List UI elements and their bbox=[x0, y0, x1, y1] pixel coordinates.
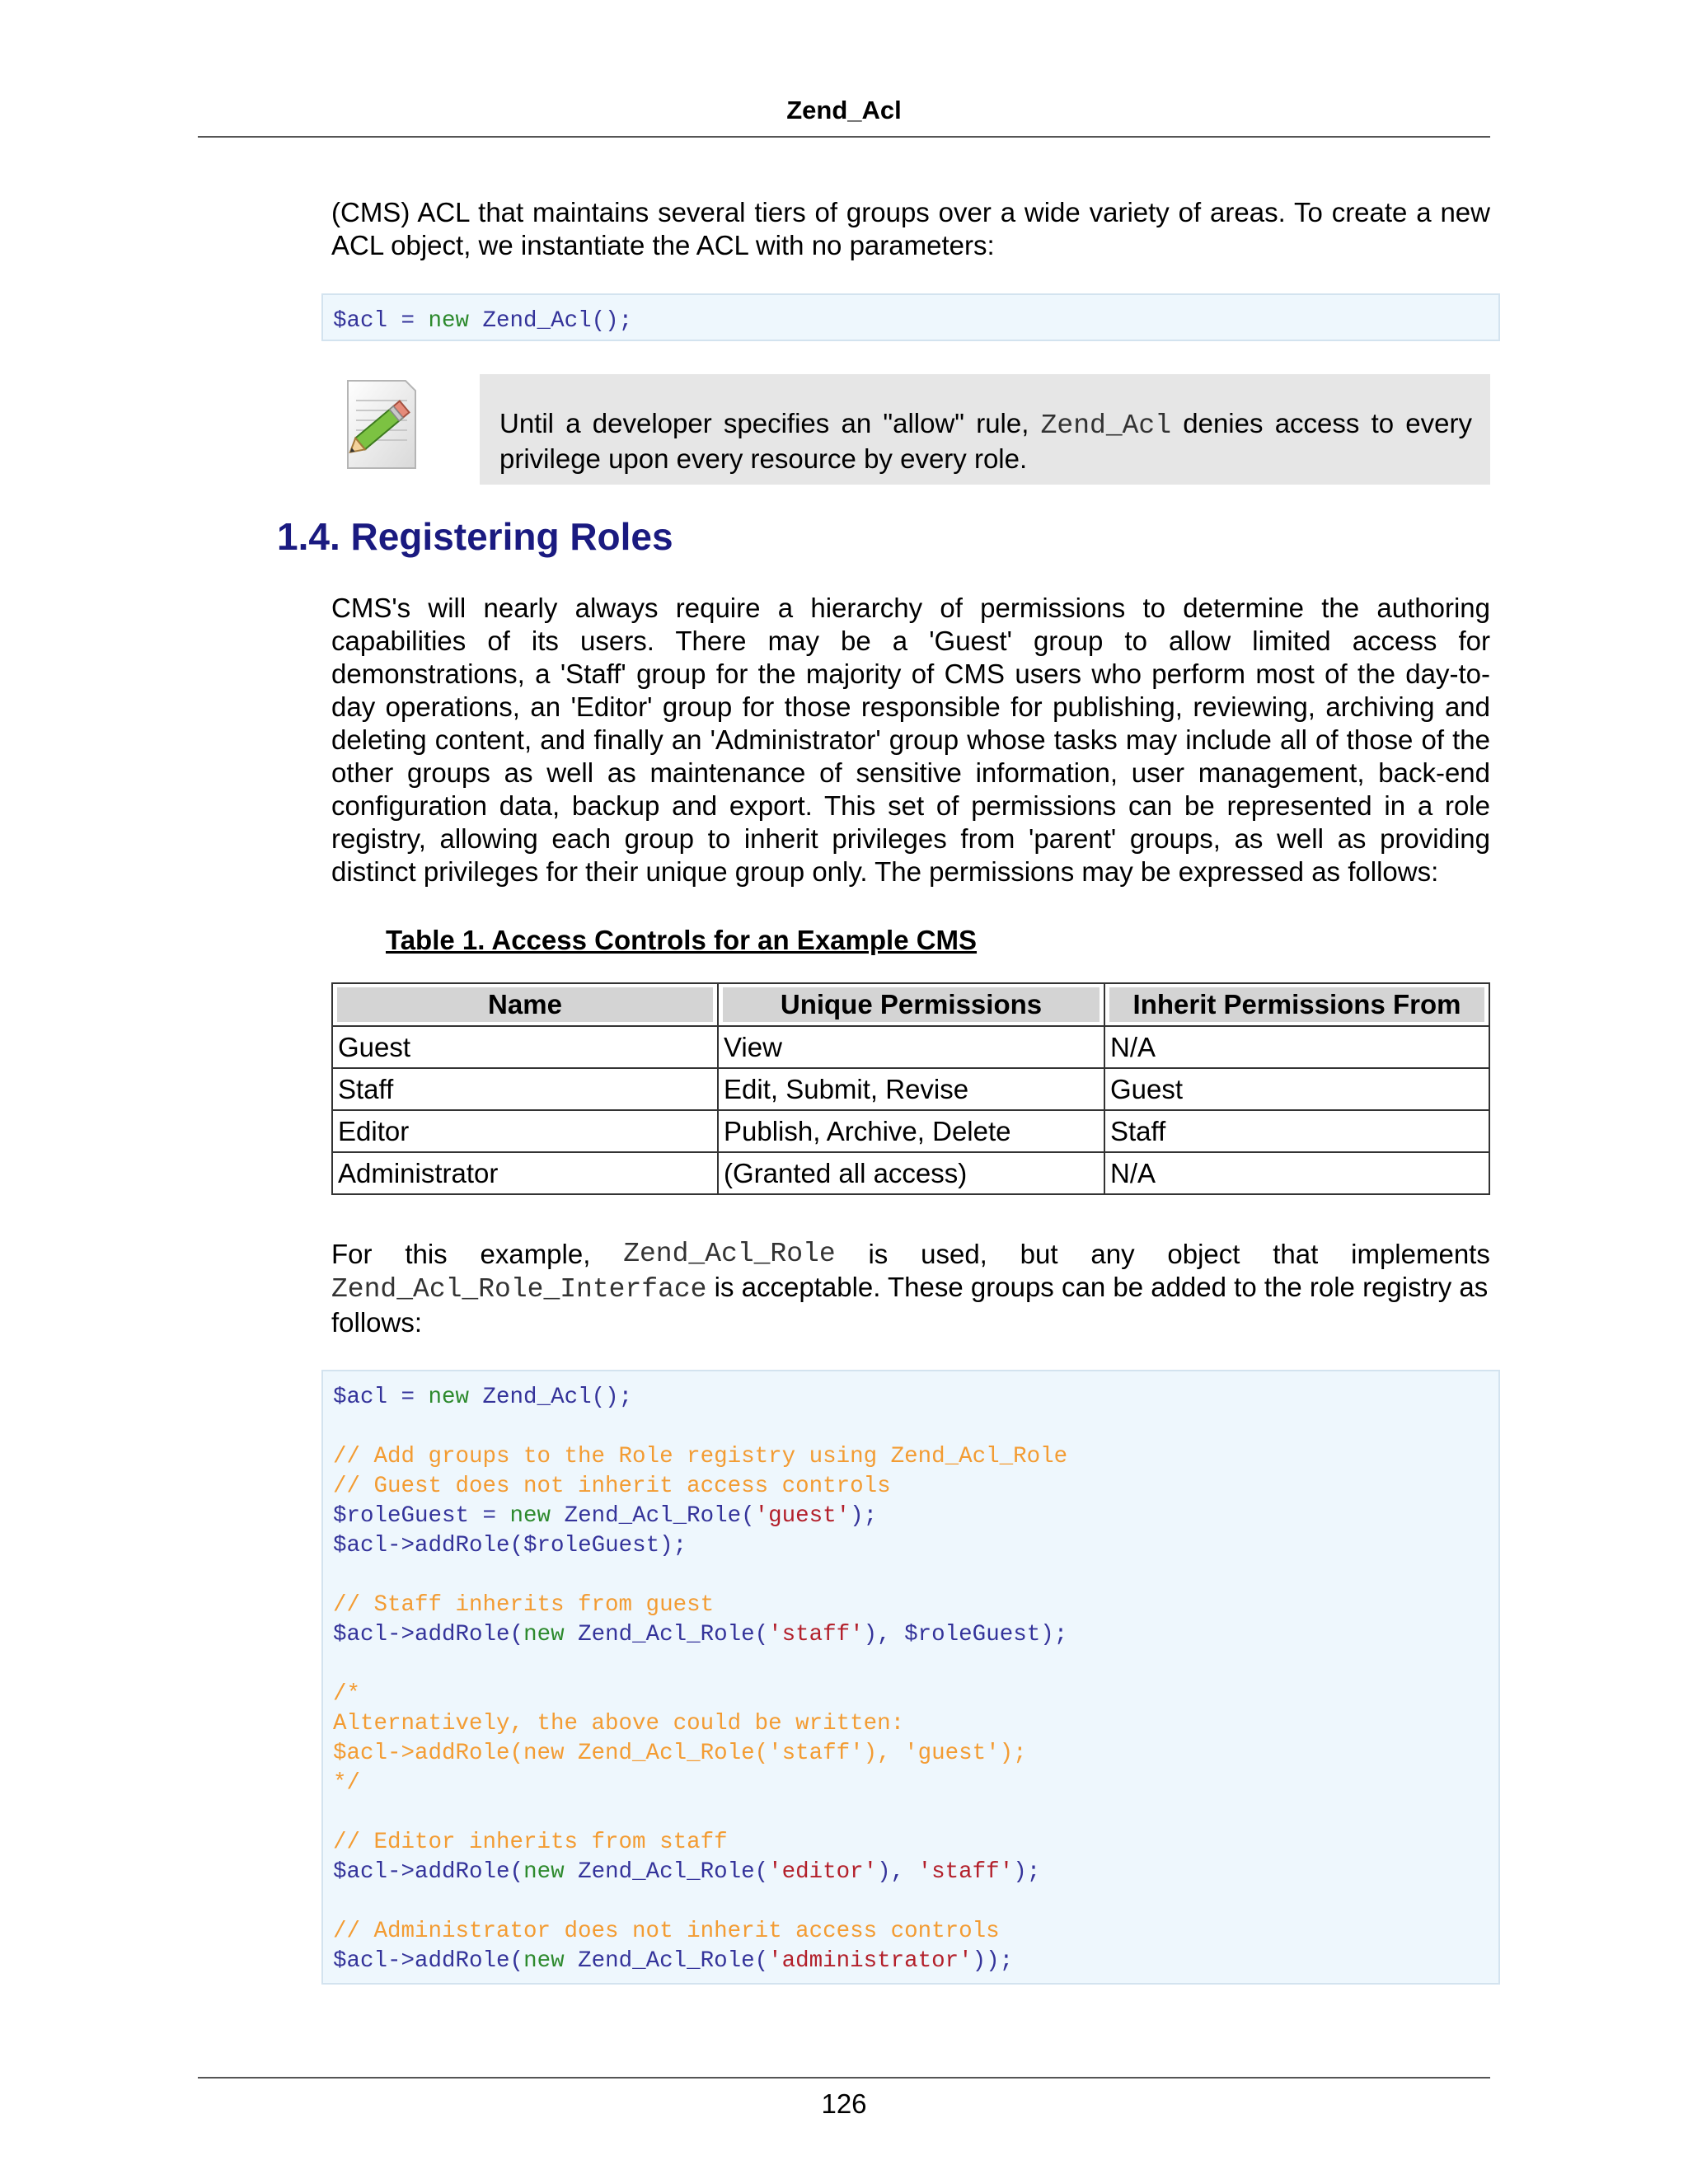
table-title: Table 1. Access Controls for an Example CMS bbox=[386, 925, 978, 955]
footer-rule bbox=[198, 2077, 1490, 2079]
table-cell: Guest bbox=[1104, 1068, 1489, 1110]
table-cell: Publish, Archive, Delete bbox=[718, 1110, 1104, 1152]
intro-paragraph: (CMS) ACL that maintains several tiers of groups over a wide variety of areas. To create a new ACL object, we instantiate the ACL with no parameters: bbox=[331, 197, 1490, 260]
code-listing: $acl = new Zend_Acl(); bbox=[333, 308, 633, 334]
table-row bbox=[332, 1026, 1489, 1068]
header-rule bbox=[198, 136, 1490, 138]
table-cell: Staff bbox=[332, 1068, 718, 1110]
inline-code: Zend_Acl bbox=[1040, 410, 1172, 441]
pencil-note-icon bbox=[336, 376, 427, 475]
table-cell: View bbox=[718, 1026, 1104, 1068]
table-header-row bbox=[332, 983, 1489, 1026]
table-cell: (Granted all access) bbox=[718, 1152, 1104, 1194]
example-paragraph: For this example, Zend_Acl_Role is used, but any object that implements Zend_Acl_Role_Interface is acceptable. These groups can be added to the role registry as follows: bbox=[331, 1239, 1490, 1338]
table-cell: N/A bbox=[1104, 1152, 1489, 1194]
table-row bbox=[332, 1068, 1489, 1110]
table-cell: Editor bbox=[332, 1110, 718, 1152]
table-cell: N/A bbox=[1104, 1026, 1489, 1068]
table-row bbox=[332, 1152, 1489, 1194]
body-paragraph: CMS's will nearly always require a hierarchy of permissions to determine the authoring capabilities of its users. There may be a 'Guest' group to allow limited access for demonstrations, a 'Staff' group for the majority of CMS users who perform most of the day-to-day operations, an 'Editor' group for those responsible for publishing, reviewing, archiving and deleting content, and finally an 'Administrator' group whose tasks may include all of those of the other groups as well as maintenance of sensitive information, user management, back-end configuration data, backup and export. This set of permissions can be represented in a role registry, allowing each group to inherit privileges from 'parent' groups, as well as providing distinct privileges for their unique group only. The permissions may be expressed as follows: bbox=[331, 593, 1490, 887]
inline-code: Zend_Acl_Role bbox=[623, 1239, 836, 1269]
running-header: Zend_Acl bbox=[786, 96, 902, 124]
code-listing: $acl = new Zend_Acl(); // Add groups to the Role registry using Zend_Acl_Role // Guest does not inherit access controls $roleGuest = new Zend_Acl_Role('guest'); $acl->addRole($roleGuest); // Staff inherits from guest $acl->addRole(new Zend_Acl_Role('staff'), $roleGuest); /* Alternatively, the above could be written: $acl->addRole(new Zend_Acl_Role('staff'), 'guest'); */ // Editor inherits from staff $acl->addRole(new Zend_Acl_Role('editor'), 'staff'); // Administrator does not inherit access controls $acl->addRole(new Zend_Acl_Role('administrator')); bbox=[333, 1385, 1068, 1974]
note-box bbox=[480, 374, 1490, 485]
column-header: Name bbox=[332, 983, 718, 1026]
table-cell: Staff bbox=[1104, 1110, 1489, 1152]
column-header: Inherit Permissions From bbox=[1104, 983, 1489, 1026]
table-cell: Edit, Submit, Revise bbox=[718, 1068, 1104, 1110]
page-number: 126 bbox=[821, 2088, 867, 2119]
access-controls-table bbox=[331, 982, 1490, 1195]
table-cell: Guest bbox=[332, 1026, 718, 1068]
table-row bbox=[332, 1110, 1489, 1152]
table-cell: Administrator bbox=[332, 1152, 718, 1194]
code-block-instantiate bbox=[321, 293, 1500, 341]
section-heading: 1.4. Registering Roles bbox=[277, 515, 673, 558]
inline-code: Zend_Acl_Role_Interface bbox=[331, 1274, 707, 1305]
column-header: Unique Permissions bbox=[718, 983, 1104, 1026]
note-text: Until a developer specifies an "allow" rule, Zend_Acl denies access to every privilege upon every resource by every role. bbox=[499, 408, 1473, 474]
code-block-roles bbox=[321, 1370, 1500, 1985]
